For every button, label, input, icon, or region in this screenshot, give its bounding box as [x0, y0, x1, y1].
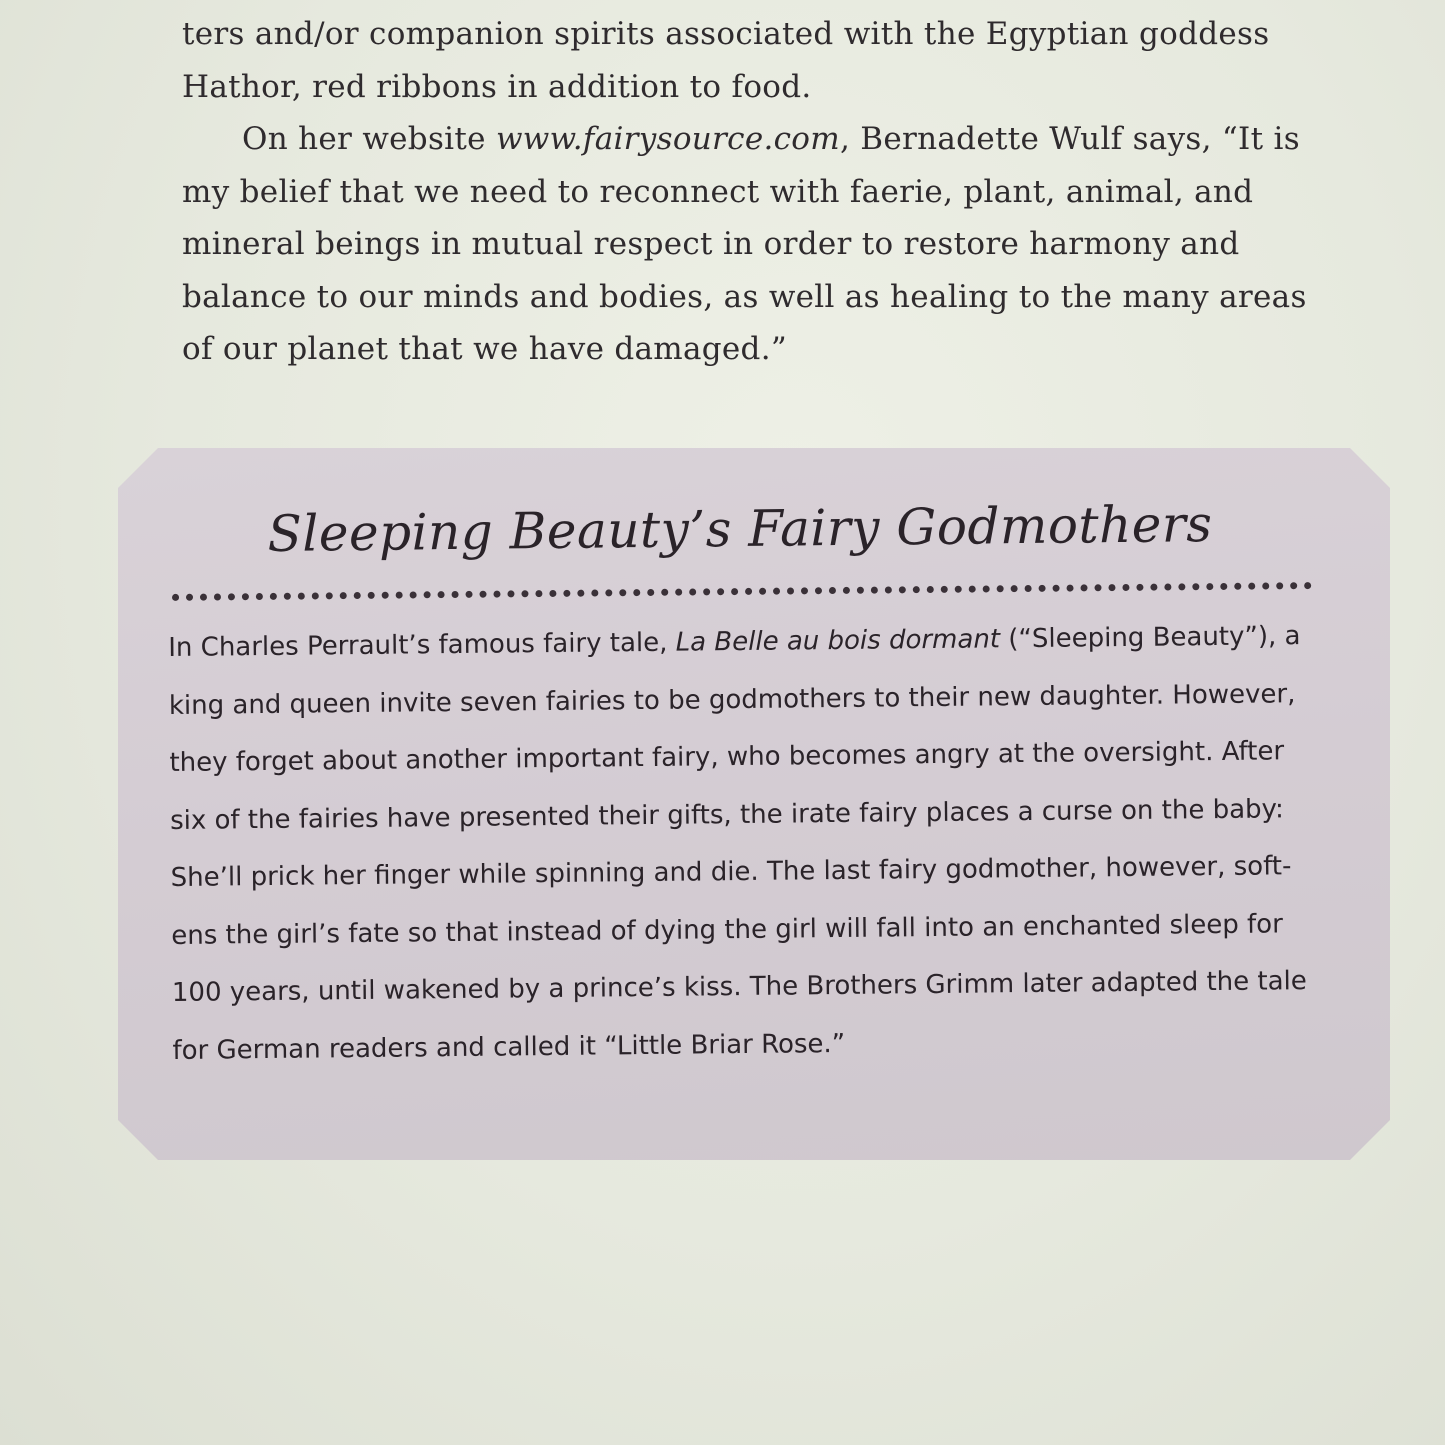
- text-fragment: On her website: [242, 121, 496, 157]
- book-title-italic: La Belle au bois dormant: [675, 624, 1001, 658]
- sidebar-body: [168, 608, 1353, 1080]
- website-text: www.fairysource.com: [495, 121, 840, 157]
- text-line: mineral beings in mutual respect in order to restore harmony and: [182, 226, 1240, 262]
- text-line: Hathor, red ribbons in addition to food.: [182, 68, 812, 105]
- sidebar-line: they forget about another important fairy, who becomes angry at the oversight. After: [169, 736, 1285, 778]
- text-line: ters and/or companion spirits associated with the Egyptian goddess: [182, 16, 1270, 52]
- sidebar-line: for German readers and called it “Little Briar Rose.”: [172, 1028, 846, 1066]
- text-line: of our planet that we have damaged.”: [182, 331, 788, 367]
- sidebar-line: 100 years, until wakened by a prince’s kiss. The Brothers Grimm later adapted the tale: [171, 966, 1307, 1008]
- sidebar-line: She’ll prick her finger while spinning and die. The last fairy godmother, however, soft-: [170, 851, 1292, 893]
- main-text: [182, 8, 1307, 376]
- sidebar-line: six of the fairies have presented their gifts, the irate fairy places a curse on the baby:: [169, 793, 1285, 836]
- text-fragment: In Charles Perrault’s famous fairy tale,: [168, 627, 676, 663]
- text-line: my belief that we need to reconnect with faerie, plant, animal, and: [182, 173, 1254, 210]
- text-line: balance to our minds and bodies, as well as healing to the many areas: [182, 278, 1307, 315]
- sidebar-title: Sleeping Beauty’s Fairy Godmothers: [267, 495, 1213, 563]
- quote-first-line: [182, 113, 1300, 166]
- sidebar-line: ens the girl’s fate so that instead of dying the girl will fall into an enchanted sleep for: [171, 908, 1283, 951]
- text-fragment: , Bernadette Wulf says, “It is: [839, 121, 1300, 157]
- sidebar-line: king and queen invite seven fairies to be godmothers to their new daughter. However,: [168, 678, 1296, 721]
- text-fragment: (“Sleeping Beauty”), a: [999, 621, 1301, 655]
